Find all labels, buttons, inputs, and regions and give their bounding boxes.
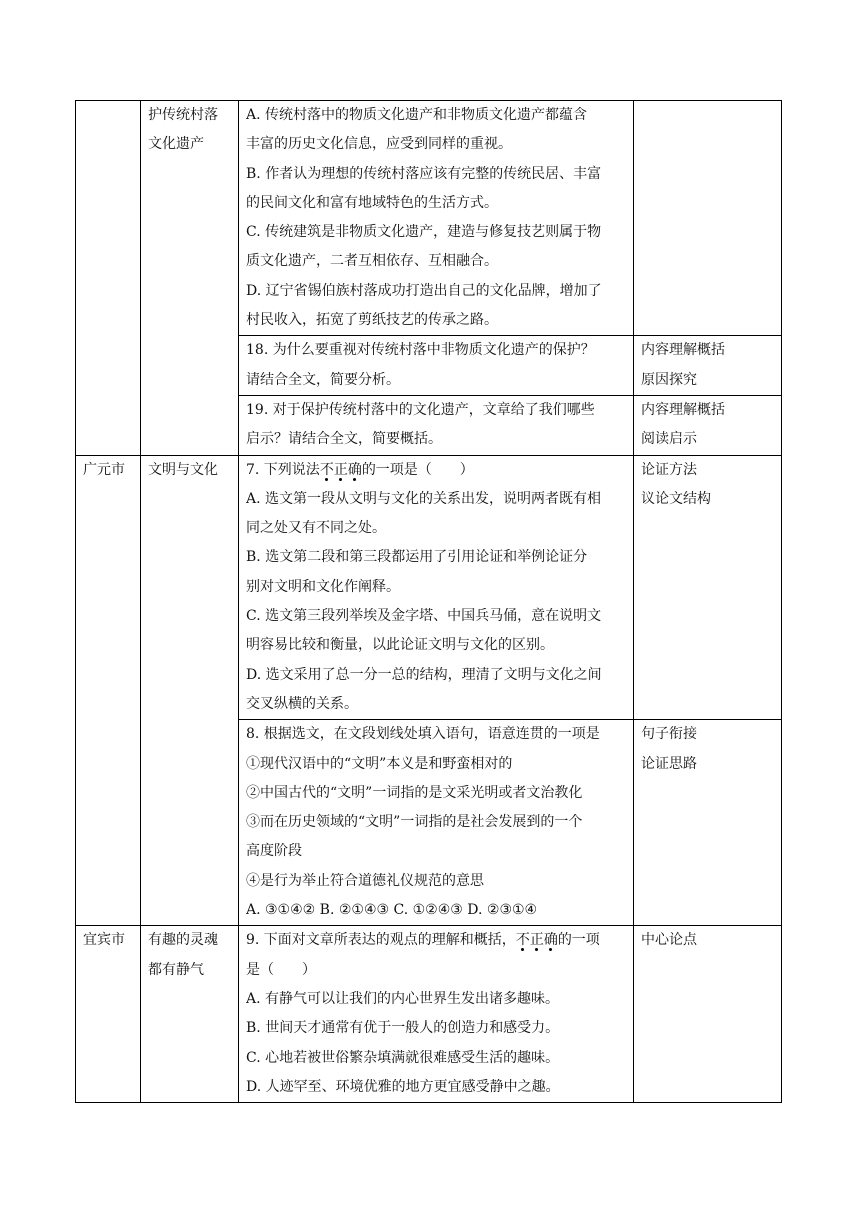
- question-stem: [246, 456, 626, 485]
- question-line: 的民间文化和富有地域特色的生活方式。: [246, 194, 498, 211]
- city-cell: [76, 455, 141, 926]
- question-line: C. 心地若被世俗繁杂填满就很难感受生活的趣味。: [246, 1049, 560, 1066]
- question-line: B. 选文第二段和第三段都运用了引用论证和举例论证分: [246, 549, 588, 566]
- question-line: 交叉纵横的关系。: [246, 695, 358, 712]
- topic-text: 有趣的灵魂都有静气: [148, 932, 218, 978]
- question-line: 请结合全文，简要分析。: [246, 371, 400, 388]
- question-stem: [246, 926, 626, 955]
- question-line: B. 世间天才通常有优于一般人的创造力和感受力。: [246, 1020, 560, 1037]
- points-cell: [634, 395, 782, 455]
- question-line: D. 辽宁省锡伯族村落成功打造出自己的文化品牌，增加了: [246, 282, 602, 299]
- question-line: A. 传统村落中的物质文化遗产和非物质文化遗产都蕴含: [246, 107, 588, 123]
- point-item: 句子衔接: [641, 726, 697, 743]
- option-line: ①现代汉语中的“文明”本义是和野蛮相对的: [246, 755, 513, 772]
- city-name: 广元市: [83, 461, 125, 478]
- question-cell: [239, 395, 634, 455]
- question-line: 明容易比较和衡量，以此论证文明与文化的区别。: [246, 637, 554, 654]
- emphasis-char: 确: [543, 932, 558, 949]
- question-cell: [239, 926, 634, 1103]
- points-cell: [634, 455, 782, 720]
- table-row: [76, 926, 782, 1103]
- question-line: A. 有静气可以让我们的内心世界生发出诸多趣味。: [246, 990, 560, 1007]
- emphasis-char: 不: [515, 932, 530, 949]
- question-line: 同之处又有不同之处。: [246, 520, 386, 537]
- question-cell: [239, 720, 634, 926]
- topic-text: 文明与文化: [148, 461, 218, 478]
- stem-text: 9. 下面对文章所表达的观点的理解和概括，: [246, 932, 516, 949]
- question-line: 丰富的历史文化信息，应受到同样的重视。: [246, 136, 512, 153]
- exam-analysis-table: [75, 100, 782, 1103]
- answer-choices: A. ③①④② B. ②①④③ C. ①②④③ D. ②③①④: [246, 902, 538, 919]
- question-cell: [239, 101, 634, 336]
- table-row: [76, 455, 782, 720]
- table-row: [76, 101, 782, 336]
- question-cell: [239, 336, 634, 396]
- question-line: 19. 对于保护传统村落中的文化遗产，文章给了我们哪些: [246, 401, 595, 418]
- emphasis-char: 确: [347, 461, 362, 478]
- point-item: 内容理解概括: [641, 342, 725, 359]
- point-item: 论证方法: [641, 461, 697, 478]
- stem-text: 7. 下列说法: [246, 461, 320, 478]
- point-item: 论证思路: [641, 755, 697, 772]
- question-line: D. 选文采用了总一分一总的结构，理清了文明与文化之间: [246, 666, 602, 683]
- question-line: 启示？请结合全文，简要概括。: [246, 431, 442, 448]
- city-cell: [76, 101, 141, 456]
- city-name: 宜宾市: [83, 932, 125, 949]
- stem-text: 的一项: [557, 932, 600, 949]
- emphasis-char: 不: [319, 461, 334, 478]
- stem-text: 的一项是（ ）: [361, 461, 474, 478]
- question-cell: [239, 455, 634, 720]
- point-item: 内容理解概括: [641, 401, 725, 418]
- option-line: ④是行为举止符合道德礼仪规范的意思: [246, 872, 484, 889]
- topic-cell: [141, 101, 239, 456]
- question-line: B. 作者认为理想的传统村落应该有完整的传统民居、丰富: [246, 165, 602, 182]
- points-cell: [634, 720, 782, 926]
- question-line: C. 选文第三段列举埃及金字塔、中国兵马俑，意在说明文: [246, 608, 602, 625]
- points-cell: [634, 336, 782, 396]
- question-line: A. 选文第一段从文明与文化的关系出发，说明两者既有相: [246, 490, 602, 507]
- city-cell: [76, 926, 141, 1103]
- question-line: 8. 根据选文，在文段划线处填入语句，语意连贯的一项是: [246, 726, 600, 743]
- emphasis-char: 正: [529, 932, 544, 949]
- emphasis-char: 正: [333, 461, 348, 478]
- question-line: D. 人迹罕至、环境优雅的地方更宜感受静中之趣。: [246, 1078, 560, 1095]
- option-line: 高度阶段: [246, 843, 302, 860]
- topic-cell: [141, 455, 239, 926]
- question-line: 质文化遗产，二者互相依存、互相融合。: [246, 253, 498, 270]
- option-line: ③而在历史领域的“文明”一词指的是社会发展到的一个: [246, 814, 583, 831]
- topic-text: 护传统村落文化遗产: [148, 107, 218, 153]
- topic-cell: [141, 926, 239, 1103]
- point-item: 原因探究: [641, 371, 697, 388]
- question-line: 村民收入，拓宽了剪纸技艺的传承之路。: [246, 312, 498, 329]
- option-line: ②中国古代的“文明”一词指的是文采光明或者文治教化: [246, 784, 583, 801]
- question-line: 是（ ）: [246, 961, 316, 978]
- point-item: 中心论点: [641, 932, 697, 949]
- question-line: C. 传统建筑是非物质文化遗产，建造与修复技艺则属于物: [246, 224, 602, 241]
- question-line: 18. 为什么要重视对传统村落中非物质文化遗产的保护？: [246, 342, 595, 359]
- points-cell: [634, 926, 782, 1103]
- point-item: 议论文结构: [641, 490, 711, 507]
- point-item: 阅读启示: [641, 431, 697, 448]
- points-cell: [634, 101, 782, 336]
- question-line: 别对文明和文化作阐释。: [246, 578, 400, 595]
